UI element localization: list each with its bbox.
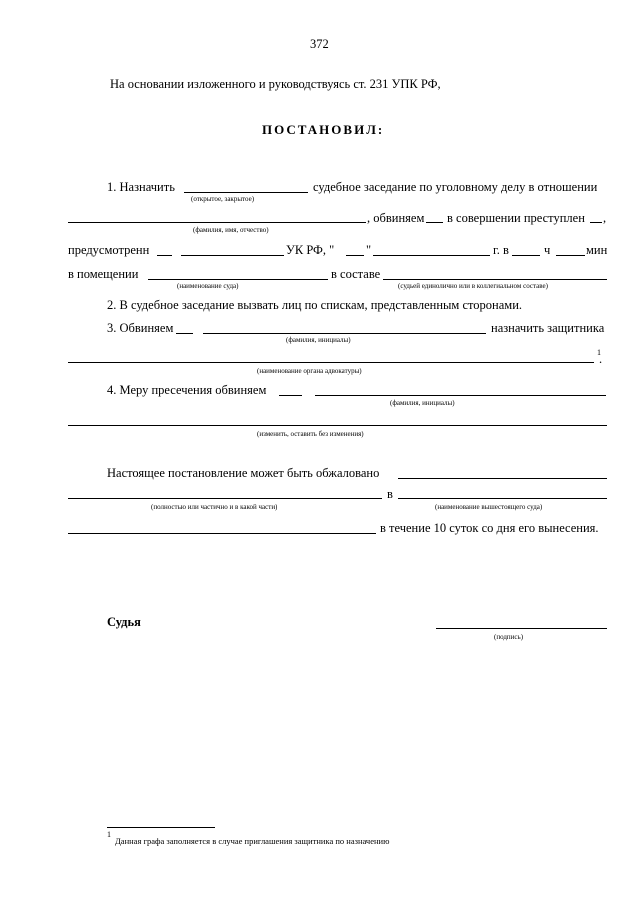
crime-label: в совершении преступлен — [447, 211, 585, 225]
item3-label: 3. Обвиняем — [107, 321, 174, 335]
room-label: в помещении — [68, 267, 139, 281]
item2-text: 2. В судебное заседание вызвать лиц по спискам, представленным сторонами. — [107, 298, 523, 312]
bar-association-field[interactable] — [68, 362, 594, 363]
composition-label: в составе — [331, 267, 381, 281]
minute-label: мин — [586, 243, 608, 257]
signature-field[interactable] — [436, 628, 607, 629]
hint-appeal-part: (полностью или частично и в какой части) — [151, 503, 278, 511]
footnote-mark: 1 — [107, 830, 111, 839]
accused-label: , обвиняем — [367, 211, 425, 225]
appeal-part-field[interactable] — [68, 498, 382, 499]
uk-label: УК РФ, " — [286, 243, 335, 257]
hearing-type-field[interactable] — [184, 192, 308, 193]
hint-measure: (изменить, оставить без изменения) — [257, 430, 364, 438]
hint-judge-composition: (судьей единолично или в коллегиальном составе) — [398, 282, 548, 290]
hour-field[interactable] — [512, 255, 540, 256]
appeal-scope-field[interactable] — [398, 478, 607, 479]
provided-label: предусмотренн — [68, 243, 150, 257]
comma: , — [603, 211, 607, 225]
footnote-ref: 1 — [597, 348, 601, 357]
higher-court-field-2[interactable] — [68, 533, 376, 534]
measure-field[interactable] — [68, 425, 607, 426]
day-field[interactable] — [346, 255, 364, 256]
item4-accused-field[interactable] — [315, 395, 606, 396]
crime-ending-field[interactable] — [590, 222, 602, 223]
appeal-v: в — [387, 487, 393, 501]
hint-item4-initials: (фамилия, инициалы) — [390, 399, 455, 407]
hint-bar-association: (наименование органа адвокатуры) — [257, 367, 362, 375]
item4-ending-field[interactable] — [279, 395, 302, 396]
year-label: г. в — [493, 243, 509, 257]
hint-higher-court: (наименование вышестоящего суда) — [435, 503, 543, 511]
court-field[interactable] — [148, 279, 328, 280]
hint-court: (наименование суда) — [177, 282, 239, 290]
hint-item3-initials: (фамилия, инициалы) — [286, 336, 351, 344]
judge-label: Судья — [107, 615, 141, 629]
item3-period: . — [599, 352, 603, 366]
item1-label: 1. Назначить — [107, 180, 175, 194]
assign-defender-label: назначить защитника — [491, 321, 605, 335]
provided-ending-field[interactable] — [157, 255, 172, 256]
month-field[interactable] — [373, 255, 490, 256]
appeal-term: в течение 10 суток со дня его вынесения. — [380, 521, 599, 535]
appeal-text: Настоящее постановление может быть обжаловано — [107, 466, 380, 480]
higher-court-field[interactable] — [398, 498, 607, 499]
hint-fio: (фамилия, имя, отчество) — [193, 226, 269, 234]
heading: ПОСТАНОВИЛ: — [262, 122, 385, 137]
hour-label: ч — [544, 243, 551, 257]
item4-label: 4. Меру пресечения обвиняем — [107, 383, 267, 397]
minute-field[interactable] — [556, 255, 585, 256]
page-number: 372 — [310, 37, 329, 51]
item1-mid: судебное заседание по уголовному делу в отношении — [313, 180, 598, 194]
footnote-separator — [107, 827, 215, 828]
composition-field[interactable] — [383, 279, 607, 280]
quote-close: " — [366, 243, 372, 257]
accused-fio-field[interactable] — [68, 222, 366, 223]
footnote-text: Данная графа заполняется в случае приглашения защитника по назначению — [115, 836, 390, 846]
item3-accused-field[interactable] — [203, 333, 486, 334]
item3-ending-field[interactable] — [176, 333, 193, 334]
intro-text: На основании изложенного и руководствуясь ст. 231 УПК РФ, — [110, 77, 441, 91]
hint-hearing-type: (открытое, закрытое) — [191, 195, 255, 203]
hint-signature: (подпись) — [494, 633, 524, 641]
article-field[interactable] — [181, 255, 284, 256]
accused-ending-field[interactable] — [426, 222, 443, 223]
